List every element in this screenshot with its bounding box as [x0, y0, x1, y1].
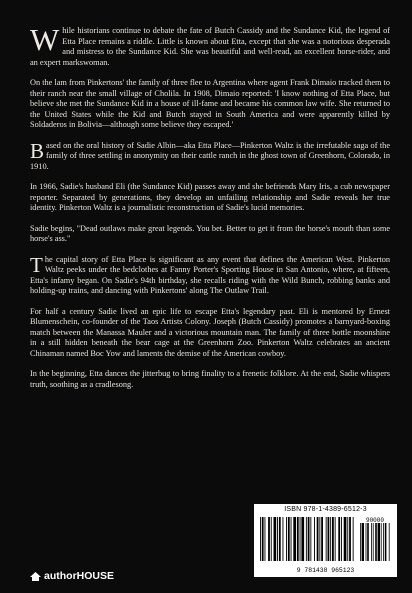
house-logo-icon — [30, 572, 41, 581]
paragraph-1 — [30, 22, 390, 68]
paragraph-text: hile historians continue to debate the fate of Butch Cassidy and the Sundance Kid, the legend of Etta Place remains a riddle. Little is known about Etta, except that she was a notorious desperada and mistress to the Sundance Kid. She was beautiful and well-read, an excellent horse-rider, and an expert markswoman. — [30, 26, 390, 67]
barcode-bars — [260, 517, 391, 561]
paragraph-6 — [30, 252, 390, 297]
paragraph-7: For half a century Sadie lived an epic life to escape Etta's legendary past. Eli is mentored by Ernest Blumenschein, co-founder of the Taos Artists Colony. Joseph (Butch Cassidy) promotes a barnyard-boxing match between the Manassa Mauler and a victorious mountain man. The family of three bottle moonshine in a still hidden beneath the bear cage at the Greenhorn Zoo. Pinkerton Waltz celebrates an ancient Chinaman named Boc Yow and laments the demise of the American cowboy. — [30, 306, 390, 358]
price-code: 90000 — [365, 517, 385, 524]
paragraph-3 — [30, 138, 390, 173]
paragraph-text: he capital story of Etta Place is significant as any event that defines the American West. Pinkerton Waltz peeks under the bedclothes at Fanny Porter's Sporting House in San Antonio, where, at fifteen, Etta's infamy began. On Sadie's 94th birthday, she recalls riding with the Wild Bunch, robbing banks and holding-up trains, and dancing with Pinkertons' along The Outlaw Trail. — [30, 254, 390, 295]
barcode-digits: 9 781438 965123 — [296, 567, 355, 574]
isbn-text: ISBN 978-1-4389-6512-3 — [284, 506, 367, 513]
isbn-barcode — [254, 504, 397, 577]
paragraph-5: Sadie begins, "Dead outlaws make great legends. You bet. Better to get it from the horse's mouth than some horse's ass." — [30, 223, 390, 243]
drop-cap: W — [30, 22, 60, 57]
paragraph-8: In the beginning, Etta dances the jitterbug to bring finality to a frenetic folklore. At the end, Sadie whispers truth, soothing as a cradlesong. — [30, 369, 390, 389]
publisher-logo — [30, 570, 114, 582]
publisher-name: authorHOUSE — [44, 570, 115, 582]
paragraph-2: On the lam from Pinkertons' the family of three flee to Argentina where agent Frank Dimaio tracked them to their ranch near the small village of Cholila. In 1908, Dimaio reported: 'I know nothing of Etta Place, but believe she met the Sundance Kid in a house of ill-fame and became his common law wife. She returned to the United States while the Kid and Butch stayed in South America and were apparently killed by Soldaderos in Bolivia—although some believe they escaped.' — [30, 78, 390, 129]
paragraph-text: ased on the oral history of Sadie Albin—aka Etta Place—Pinkerton Waltz is the irrefutable saga of the family of three settling in anonymity on their cattle ranch in the ghost town of Greenhorn, Colorado, in 1910. — [30, 140, 390, 171]
drop-cap: B — [30, 138, 45, 163]
drop-cap: T — [30, 252, 43, 277]
paragraph-4: In 1966, Sadie's husband Eli (the Sundance Kid) passes away and she befriends Mary Iris, a cub newspaper reporter. Separated by generations, they develop an unfailing relationship and Sadie reveals her true identity. Pinkerton Waltz is a journalistic reconstruction of Sadie's lucid memories. — [30, 182, 390, 212]
back-cover-text — [30, 22, 390, 400]
